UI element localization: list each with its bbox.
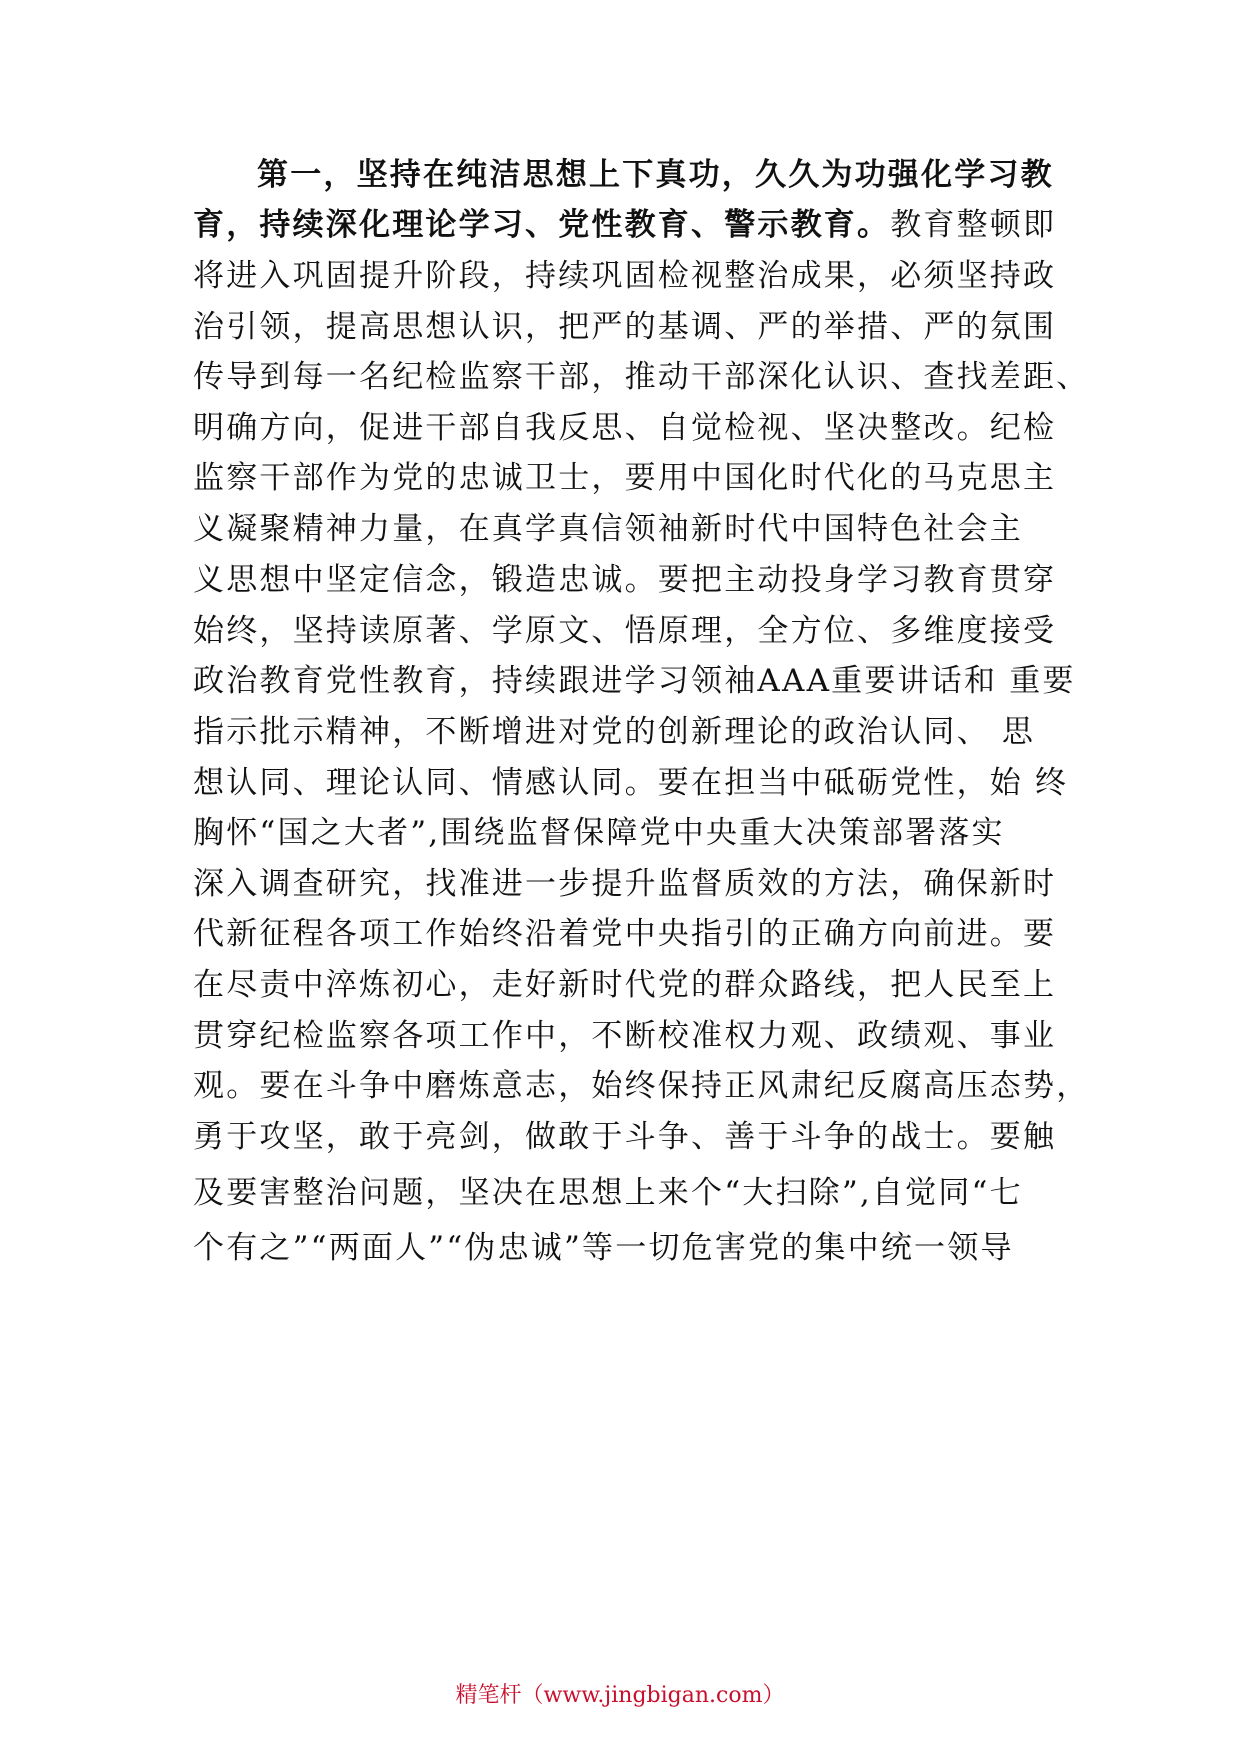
- body-text: 传导到每一名纪检监察干部，推动干部深化认识、查找差距、: [193, 359, 1090, 395]
- paragraph-line-16: [193, 914, 1056, 954]
- paragraph-line-15: [193, 864, 1056, 904]
- paragraph-line-8: [193, 509, 1023, 549]
- body-text: 勇于攻坚，敢于亮剑，做敢于斗争、善于斗争的战士。要触: [193, 1119, 1057, 1155]
- paragraph-line-1: [257, 155, 1054, 195]
- paragraph-line-22: [193, 1228, 1014, 1268]
- body-text: 治引领，提高思想认识，把严的基调、严的举措、严的氛围: [193, 309, 1057, 345]
- body-text: 个有之”“两面人”“伪忠诚”等一切危害党的集中统一领导: [193, 1230, 1014, 1266]
- body-text: 义凝聚精神力量，在真学真信领袖新时代中国特色社会主: [193, 511, 1023, 547]
- body-text: 贯穿纪检监察各项工作中，不断校准权力观、政绩观、事业: [193, 1018, 1057, 1054]
- body-text: 在尽责中淬炼初心，走好新时代党的群众路线，把人民至上: [193, 967, 1057, 1003]
- heading-text: 育，持续深化理论学习、党性教育、警示教育。: [193, 207, 891, 243]
- paragraph-line-4: [193, 307, 1056, 347]
- body-text: 监察干部作为党的忠诚卫士，要用中国化时代化的马克思主: [193, 460, 1057, 496]
- paragraph-line-14: [193, 813, 1005, 853]
- body-text: 观。要在斗争中磨炼意志，始终保持正风肃纪反腐高压态势，: [193, 1068, 1090, 1104]
- body-text: 教育整顿即: [890, 207, 1057, 243]
- paragraph-line-2: [193, 205, 1056, 245]
- paragraph-line-12: [193, 712, 1035, 752]
- heading-text: 第一，坚持在纯洁思想上下真功，久久为功强化学习教: [257, 157, 1054, 193]
- paragraph-line-5: [193, 357, 1089, 397]
- paragraph-line-11: [193, 661, 1076, 701]
- paragraph-line-7: [193, 458, 1056, 498]
- paragraph-line-21: [193, 1173, 1023, 1213]
- body-text: 义思想中坚定信念，锻造忠诚。要把主动投身学习教育贯穿: [193, 562, 1057, 598]
- body-text: 指示批示精神，不断增进对党的创新理论的政治认同、 思: [193, 714, 1036, 750]
- paragraph-line-3: [193, 256, 1056, 296]
- body-text: 明确方向，促进干部自我反思、自觉检视、坚决整改。纪检: [193, 410, 1057, 446]
- body-text: 想认同、理论认同、情感认同。要在担当中砥砺党性，始 终: [193, 765, 1069, 801]
- body-text: 始终，坚持读原著、学原文、悟原理，全方位、多维度接受: [193, 613, 1057, 649]
- body-text: 将进入巩固提升阶段，持续巩固检视整治成果，必须坚持政: [193, 258, 1057, 294]
- paragraph-line-10: [193, 611, 1056, 651]
- paragraph-line-9: [193, 560, 1056, 600]
- body-text: 胸怀“国之大者”,围绕监督保障党中央重大决策部署落实: [193, 815, 1005, 851]
- body-text: 及要害整治问题，坚决在思想上来个“大扫除”,自觉同“七: [193, 1175, 1023, 1211]
- paragraph-line-17: [193, 965, 1056, 1005]
- footer-watermark: 精笔杆（www.jingbigan.com）: [455, 1683, 785, 1708]
- paragraph-line-18: [193, 1016, 1056, 1056]
- paragraph-line-13: [193, 763, 1068, 803]
- paragraph-line-20: [193, 1117, 1056, 1157]
- body-text: 代新征程各项工作始终沿着党中央指引的正确方向前进。要: [193, 916, 1057, 952]
- paragraph-line-6: [193, 408, 1056, 448]
- body-text: 深入调查研究，找准进一步提升监督质效的方法，确保新时: [193, 866, 1057, 902]
- body-text: 政治教育党性教育，持续跟进学习领袖AAA重要讲话和 重要: [193, 663, 1076, 699]
- paragraph-line-19: [193, 1066, 1089, 1106]
